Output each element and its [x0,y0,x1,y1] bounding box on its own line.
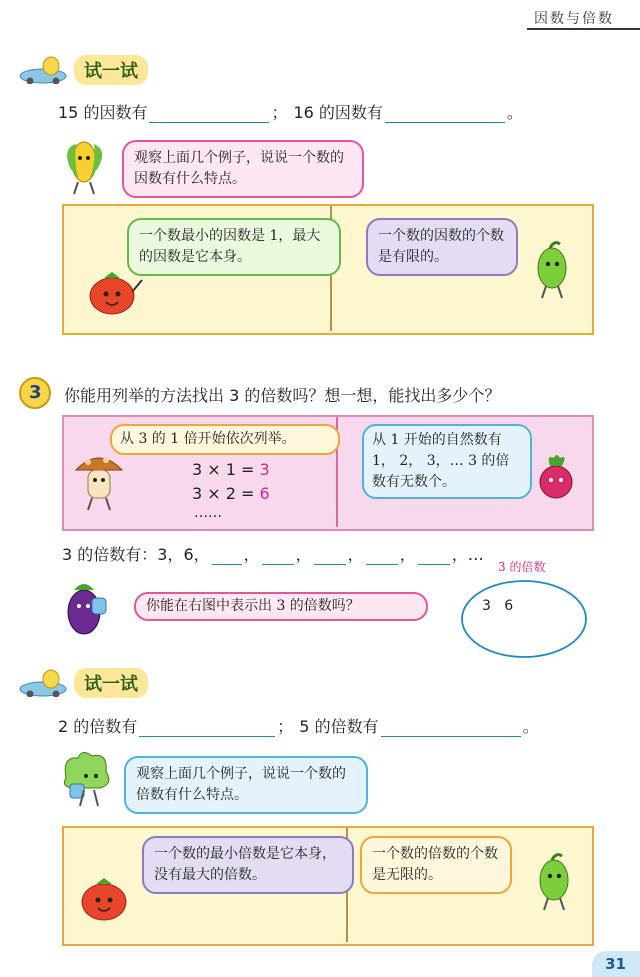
answer-blank[interactable] [139,722,275,737]
pepper-character-icon [530,238,576,300]
answer-blank[interactable] [381,722,521,737]
separator: ； [271,103,288,122]
tomato-character-icon [76,872,136,928]
multiples-end: ，… [451,545,484,564]
answer-blank[interactable] [366,550,398,565]
speech-bubble-right: 从 1 开始的自然数有 1， 2， 3，… 3 的倍数有无数个。 [362,424,532,499]
eggplant-character-icon [58,574,114,640]
comma: ， [347,545,364,564]
separator: ； [277,717,294,736]
multiples-set-ellipse[interactable] [460,578,590,660]
answer-blank[interactable] [314,550,346,565]
equation-ellipsis: …… [194,505,222,521]
answer-blank[interactable] [212,550,242,565]
set-title: 3 的倍数 [498,560,546,574]
header-rule [527,28,640,30]
speech-bubble: 观察上面几个例子，说说一个数的倍数有什么特点。 [124,756,368,814]
equation-result: 3 [259,460,270,479]
equation-1 [192,460,270,479]
pepper-character-icon [532,850,578,912]
section-label: 试一试 [74,55,148,85]
speech-bubble-right: 一个数的因数的个数是有限的。 [366,218,518,276]
equation-2 [192,484,270,503]
line-text: 5 的倍数有 [299,717,379,736]
line-text: 16 的因数有 [293,103,383,122]
speech-bubble-left: 一个数的最小倍数是它本身，没有最大的倍数。 [142,836,354,894]
problem-number: 3 [29,382,42,403]
equation-left: 3 × 1 = [192,460,260,479]
cabbage-character-icon [56,748,122,808]
page-number-tab [592,951,640,977]
fill-line-multiples-of-3 [62,542,484,565]
multiples-prefix: 3 的倍数有：3，6， [62,545,210,564]
speech-bubble-right: 一个数的倍数的个数是无限的。 [360,836,512,894]
page-header-title: 因数与倍数 [534,11,614,27]
speech-bubble-left: 一个数最小的因数是 1，最大的因数是它本身。 [127,218,341,276]
corn-character-icon [56,138,116,196]
answer-blank[interactable] [385,108,505,123]
speech-bubble: 你能在右图中表示出 3 的倍数吗？ [134,592,428,621]
comma: ， [243,545,260,564]
answer-blank[interactable] [418,550,450,565]
set-values: 3 6 [482,598,514,614]
comma: ， [399,545,416,564]
answer-blank[interactable] [262,550,294,565]
line-end: 。 [506,103,523,122]
comma: ， [295,545,312,564]
fill-line-factors [58,100,523,123]
problem-question: 你能用列举的方法找出 3 的倍数吗？想一想，能找出多少个？ [64,386,501,405]
section-label: 试一试 [74,668,148,698]
answer-blank[interactable] [149,108,269,123]
equation-result: 6 [259,484,270,503]
equation-left: 3 × 2 = [192,484,260,503]
mushroom-character-icon [72,446,126,512]
line-text: 2 的倍数有 [58,717,138,736]
car-badge-icon [18,669,68,697]
speech-bubble-left: 从 3 的 1 倍开始依次列举。 [110,424,340,455]
line-end: 。 [522,717,539,736]
section-heading-2 [18,668,148,698]
line-text: 15 的因数有 [58,103,148,122]
radish-character-icon [532,452,582,502]
speech-bubble: 观察上面几个例子，说说一个数的因数有什么特点。 [122,140,364,198]
page-number: 31 [605,955,626,973]
tomato-character-icon [82,268,146,320]
car-badge-icon [18,56,68,84]
fill-line-multiples [58,714,539,737]
section-heading-1 [18,55,148,85]
